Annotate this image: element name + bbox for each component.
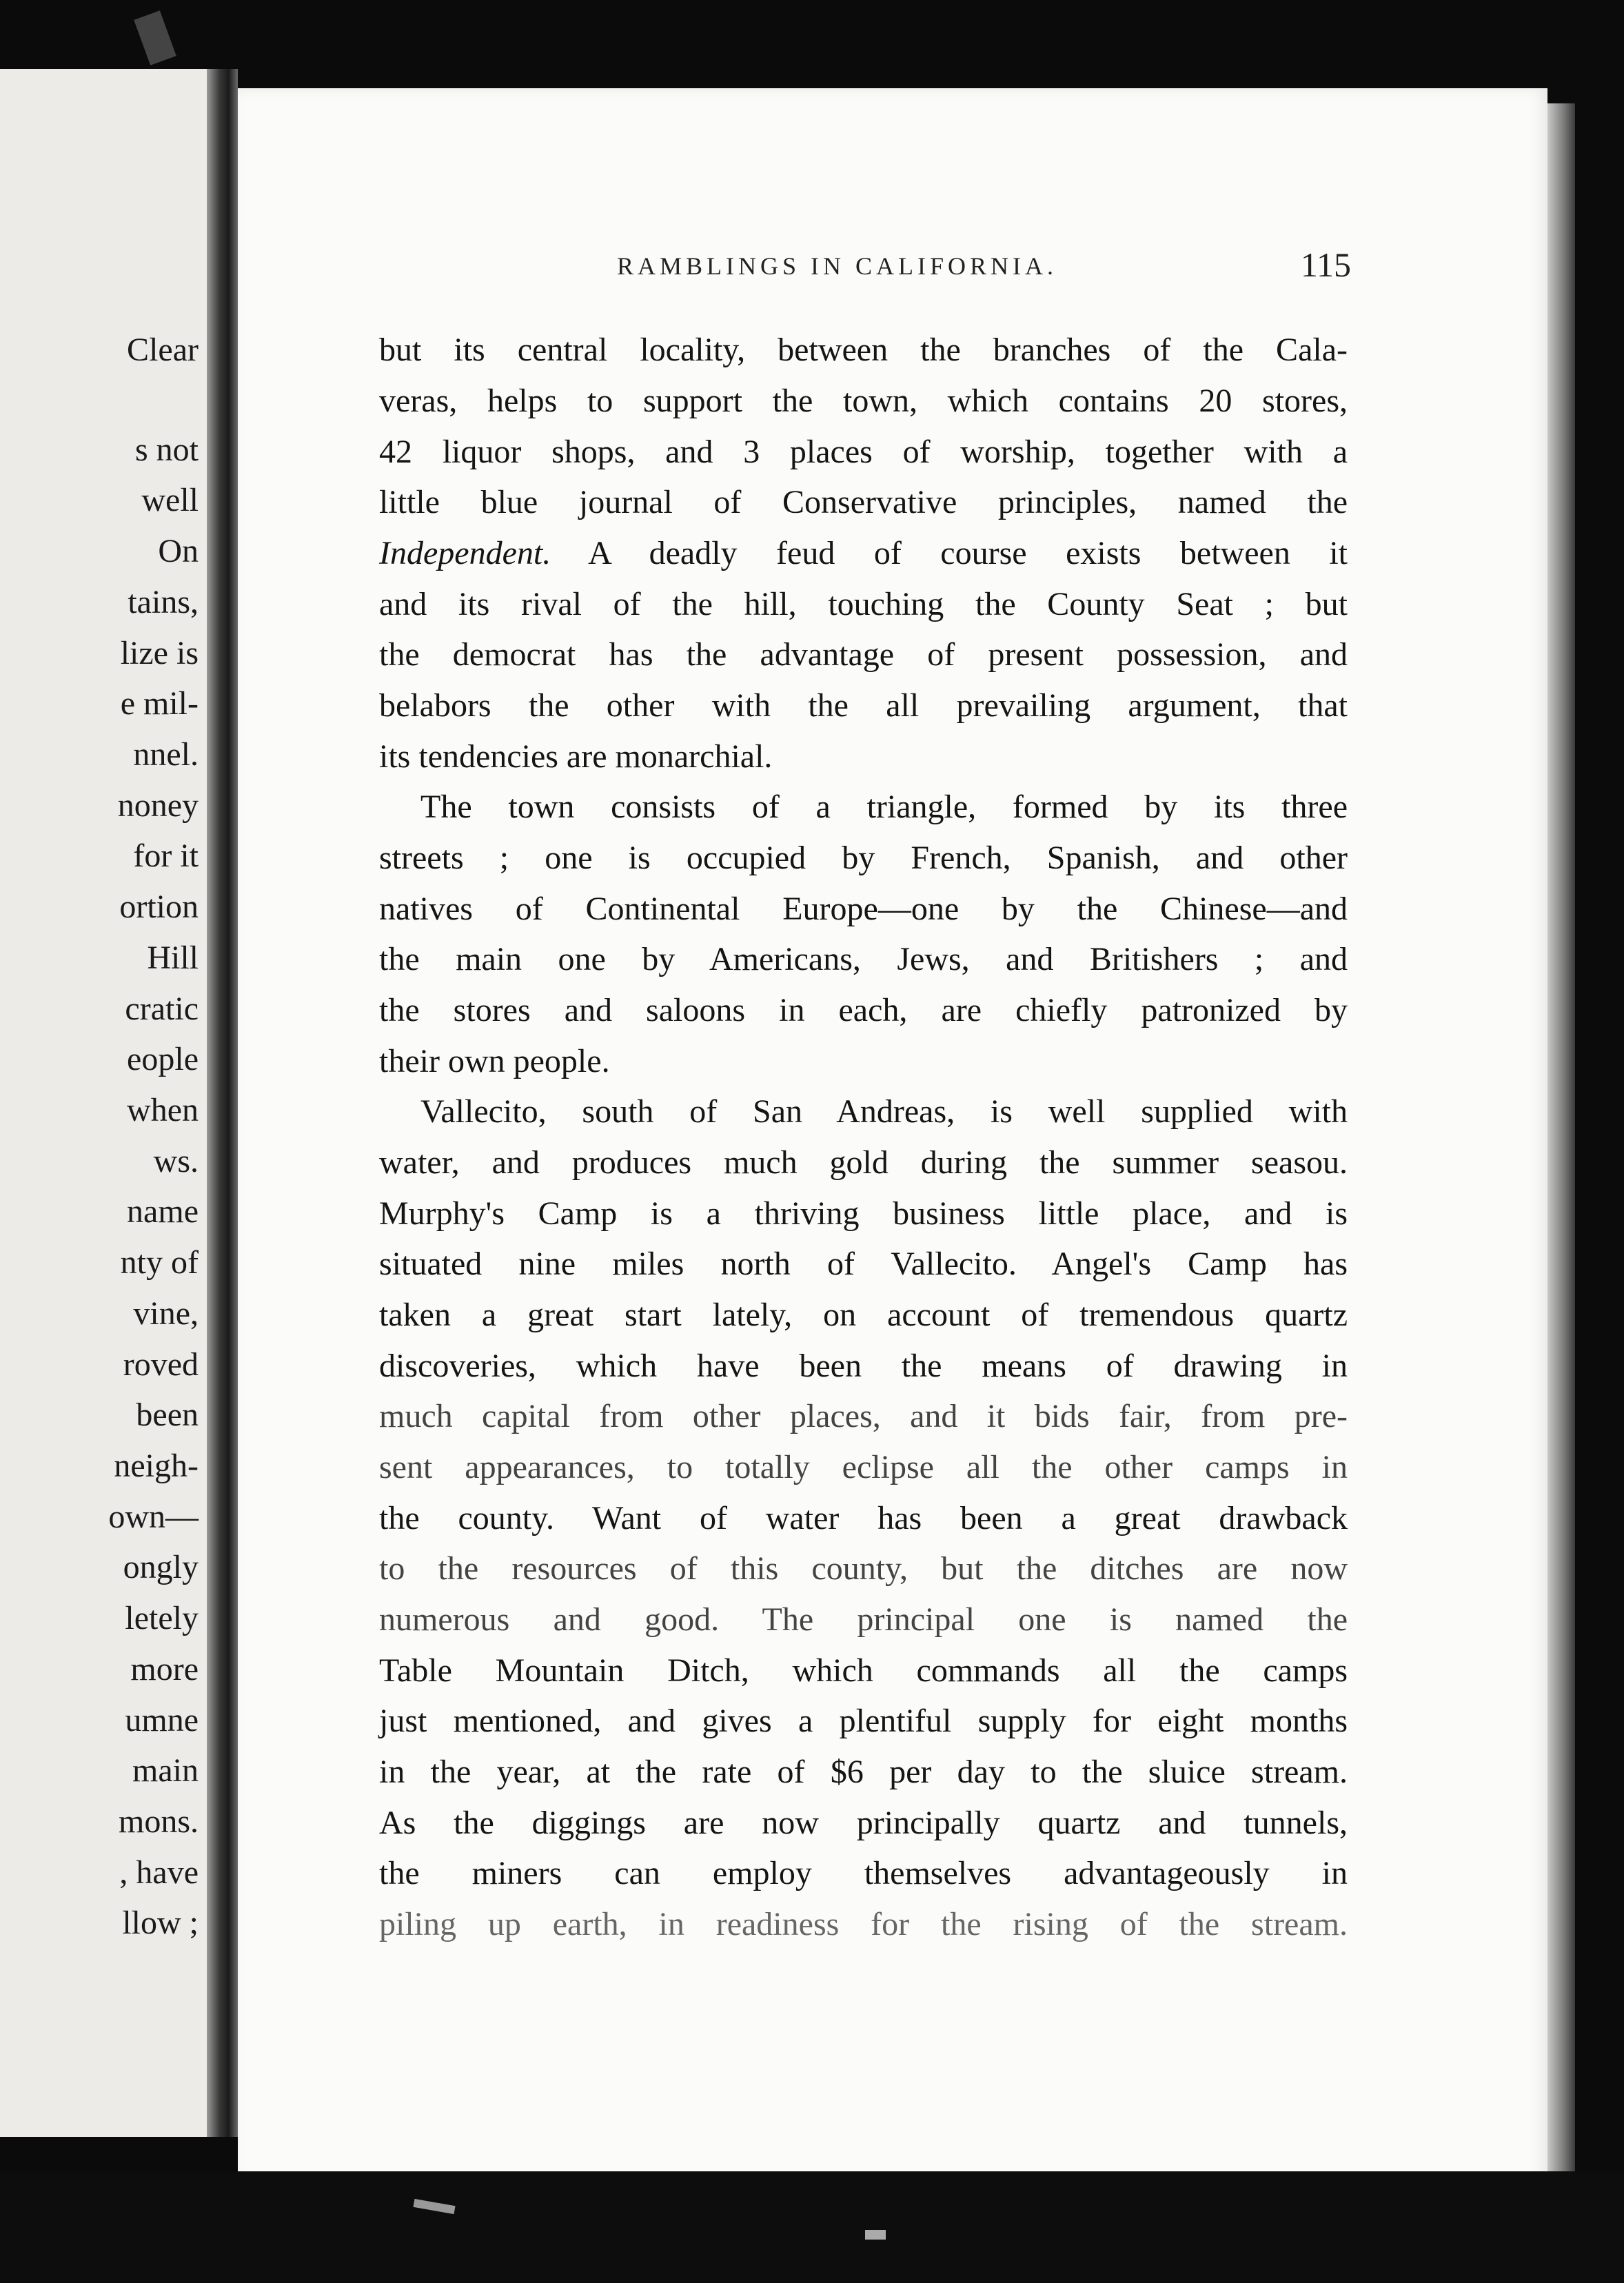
scan-artifact <box>134 10 176 65</box>
left-fragment: tains, <box>128 584 199 620</box>
text-line: 42 liquor shops, and 3 places of worship, together with a <box>379 434 1348 470</box>
text-line: the democrat has the advantage of present possession, and <box>379 636 1348 673</box>
left-fragment: lize is <box>120 635 199 671</box>
text-line: in the year, at the rate of $6 per day to the sluice stream. <box>379 1754 1348 1790</box>
text-line: the miners can employ themselves advantageously in <box>379 1855 1348 1891</box>
left-fragment: s not <box>134 432 199 468</box>
text-line: to the resources of this county, but the ditches are now <box>379 1550 1348 1587</box>
text-line: little blue journal of Conservative principles, named the <box>379 484 1348 520</box>
text-line: belabors the other with the all prevailing argument, that <box>379 687 1348 724</box>
left-fragment: eople <box>127 1041 199 1077</box>
text-line: Independent. A deadly feud of course exists between it <box>379 535 1348 571</box>
page-number: 115 <box>1300 245 1351 284</box>
text-line: streets ; one is occupied by French, Spanish, and other <box>379 840 1348 876</box>
text-line: veras, helps to support the town, which contains 20 stores, <box>379 383 1348 419</box>
left-fragment: e mil- <box>120 685 199 722</box>
text-line: taken a great start lately, on account of tremendous quartz <box>379 1297 1348 1333</box>
text-line: its tendencies are monarchial. <box>379 738 773 775</box>
book-gutter <box>207 69 238 2137</box>
left-fragment: Hill <box>147 940 199 976</box>
left-fragment: nty of <box>120 1244 199 1281</box>
left-fragment: Clear <box>127 332 199 368</box>
left-fragment: more <box>130 1651 199 1687</box>
text-line: As the diggings are now principally quartz and tunnels, <box>379 1805 1348 1841</box>
left-fragment: main <box>132 1752 199 1789</box>
text-line: the stores and saloons in each, are chiefly patronized by <box>379 992 1348 1028</box>
left-fragment: neigh- <box>114 1448 199 1484</box>
left-fragment: mons. <box>118 1803 199 1840</box>
left-fragment: own— <box>108 1499 199 1535</box>
text-line: Table Mountain Ditch, which commands all the camps <box>379 1652 1348 1689</box>
text-line: situated nine miles north of Vallecito. Angel's Camp has <box>379 1246 1348 1282</box>
left-fragment: On <box>158 533 199 569</box>
text-line: natives of Continental Europe—one by the Chinese—and <box>379 891 1348 927</box>
page-edge <box>1547 103 1575 2185</box>
left-fragment: llow ; <box>122 1905 199 1941</box>
left-fragment: letely <box>125 1600 199 1636</box>
text-line: piling up earth, in readiness for the rising of the stream. <box>379 1906 1348 1942</box>
left-fragment: name <box>127 1193 199 1230</box>
text-line: their own people. <box>379 1043 610 1079</box>
text-line: and its rival of the hill, touching the County Seat ; but <box>379 586 1348 622</box>
left-page <box>0 69 207 2137</box>
text-line: the main one by Americans, Jews, and Britishers ; and <box>379 941 1348 977</box>
text-line: numerous and good. The principal one is named the <box>379 1601 1348 1638</box>
scan-bottom-border <box>0 2171 1624 2283</box>
text-line: Murphy's Camp is a thriving business little place, and is <box>379 1195 1348 1232</box>
left-fragment: roved <box>123 1346 199 1383</box>
left-fragment: when <box>127 1092 199 1128</box>
left-fragment: nnel. <box>133 736 199 773</box>
left-fragment: noney <box>117 787 199 824</box>
left-fragment: ortion <box>119 889 199 925</box>
left-fragment: vine, <box>133 1295 199 1332</box>
text-line: but its central locality, between the branches of the Cala- <box>379 332 1348 368</box>
left-fragment: , have <box>119 1854 199 1891</box>
left-fragment: been <box>136 1397 199 1433</box>
left-fragment: umne <box>125 1702 199 1738</box>
text-line: Vallecito, south of San Andreas, is well supplied with <box>420 1093 1348 1130</box>
text-line: The town consists of a triangle, formed by its three <box>420 789 1348 825</box>
text-line: water, and produces much gold during the summer seasou. <box>379 1144 1348 1181</box>
text-line: sent appearances, to totally eclipse all the other camps in <box>379 1449 1348 1485</box>
scan-artifact <box>865 2230 886 2240</box>
left-fragment: ongly <box>123 1549 199 1585</box>
left-fragment: well <box>141 482 199 518</box>
running-head <box>383 245 1351 293</box>
left-fragment: cratic <box>125 991 199 1027</box>
running-head-title: RAMBLINGS IN CALIFORNIA. <box>617 252 1058 280</box>
text-line: just mentioned, and gives a plentiful supply for eight months <box>379 1703 1348 1739</box>
left-fragment: ws. <box>153 1143 199 1179</box>
left-fragment: for it <box>133 838 199 874</box>
text-line: discoveries, which have been the means of drawing in <box>379 1348 1348 1384</box>
text-line: the county. Want of water has been a great drawback <box>379 1500 1348 1536</box>
text-line: much capital from other places, and it bids fair, from pre- <box>379 1398 1348 1434</box>
